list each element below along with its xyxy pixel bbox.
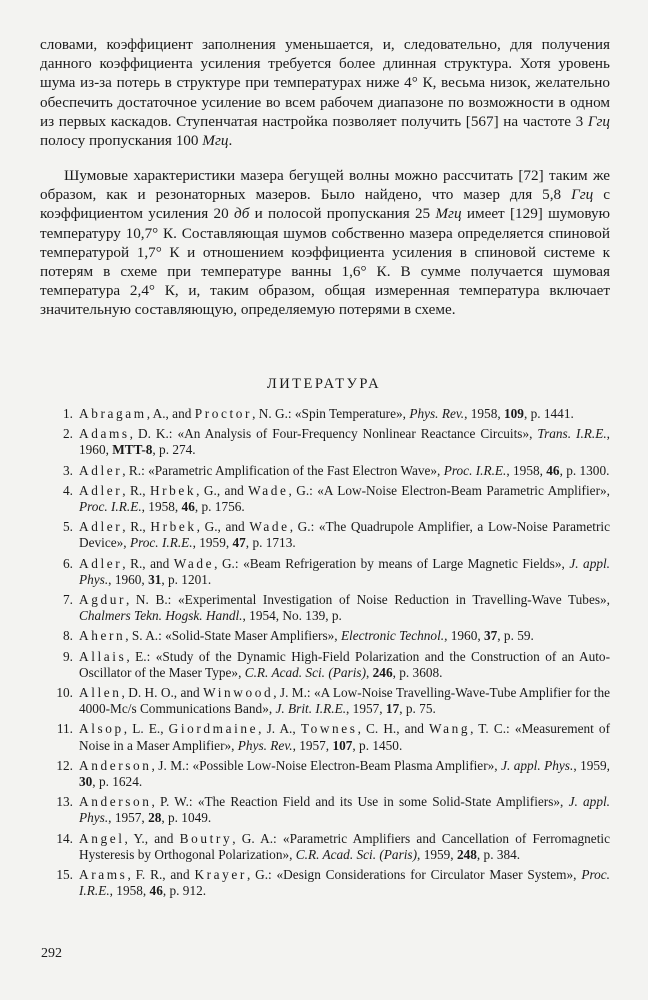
author-name: Arams xyxy=(79,867,128,883)
italic-text: Proc. I.R.E. xyxy=(79,867,611,899)
text-run: , Y., and xyxy=(124,830,180,846)
text-run: , 1959, xyxy=(417,846,457,862)
author-name: Wade xyxy=(173,555,215,571)
author-name: Hrbek xyxy=(150,519,197,535)
reference-item xyxy=(40,685,610,717)
text-run: , p. 274. xyxy=(152,442,196,458)
author-name: Adler xyxy=(79,462,123,478)
author-name: Winwood xyxy=(203,685,274,701)
reference-item xyxy=(40,592,610,624)
body-paragraph-1 xyxy=(40,35,610,150)
text-run: , p. 75. xyxy=(399,701,436,717)
author-name: Wade xyxy=(248,482,289,498)
reference-number: 7. xyxy=(63,592,73,608)
italic-text: Phys. Rev. xyxy=(237,737,293,753)
text-run: , D. K.: «An Analysis of Four-Frequency Nonlinear Reactance Circuits», xyxy=(129,426,538,442)
text-run: , 1958, xyxy=(506,462,547,478)
text-run: с коэффициентом усиления 20 xyxy=(40,186,610,223)
bold-text: 28 xyxy=(148,810,162,826)
author-name: Anderson xyxy=(79,794,152,810)
text-run: , L. E., xyxy=(123,721,169,737)
reference-number: 11. xyxy=(56,721,73,737)
italic-text: дб xyxy=(234,205,250,223)
reference-number: 12. xyxy=(56,757,73,773)
text-run: , N. B.: «Experimental Investigation of Noise Reduction in Travelling-Wave Tubes», xyxy=(125,592,610,608)
bold-text: MTT-8 xyxy=(112,442,153,458)
text-run: , T. C.: «Measurement of Noise in a Maser Amplifier», xyxy=(79,721,611,753)
author-name: Adams xyxy=(79,426,130,442)
author-name: Adler xyxy=(79,555,123,571)
author-name: Abragam xyxy=(79,406,147,421)
reference-number: 8. xyxy=(63,628,73,644)
text-run: , 1958, xyxy=(109,883,150,899)
reference-item xyxy=(40,721,610,753)
text-run: , G., and xyxy=(196,482,249,498)
reference-item xyxy=(40,519,610,551)
text-run: , R.: «Parametric Amplification of the Fast Electron Wave», xyxy=(122,462,444,478)
italic-text: C.R. Acad. Sci. (Paris) xyxy=(295,846,418,862)
text-run: , p. 59. xyxy=(497,628,534,644)
text-run: , P. W.: «The Reaction Field and its Use in some Solid-State Amplifiers», xyxy=(151,794,569,810)
reference-number: 14. xyxy=(56,830,73,846)
reference-number: 3. xyxy=(63,462,73,478)
italic-text: C.R. Acad. Sci. (Paris) xyxy=(244,664,366,680)
text-run: , E.: «Study of the Dynamic High-Field Polarization and the Construction of an Auto-Oscillator of the Maser Type», xyxy=(79,648,610,680)
text-run: , 1954, No. 139, p. xyxy=(242,608,342,624)
author-name: Ahern xyxy=(79,628,126,644)
text-run: словами, коэффициент заполнения уменьшается, и, следовательно, для получения данного коэффициента усиления требуется более длинная структура. Хотя уровень шума из-за потерь в структуре при температурах ниже 4° К, весьма низок, желательно обеспечить достаточное усиление во всем рабочем диапазоне по возможности в одном из первых каскадов. Ступенчатая настройка позволяет получить [567] на частоте 3 xyxy=(40,36,610,130)
italic-text: Chalmers Tekn. Hogsk. Handl. xyxy=(79,608,243,624)
text-run: , 1959, xyxy=(573,757,610,773)
italic-text: J. appl. Phys. xyxy=(501,757,574,773)
bold-text: 17 xyxy=(385,701,400,717)
text-run: , p. 1713. xyxy=(245,535,296,551)
bold-text: 107 xyxy=(332,737,353,753)
text-run: , p. 1756. xyxy=(194,499,245,515)
bold-text: 46 xyxy=(181,499,195,515)
text-run: , p. 1441. xyxy=(523,406,574,421)
bold-text: 46 xyxy=(149,883,163,899)
text-run: имеет [129] шумовую температуру 10,7° К. Составляющая шумов собственно мазера определяется спиновой температурой 1,7° К и отношением коэффициента усиления в спиновой системе к потерям в схеме при температуре ванны 1,6° К. В сумме получается шумовая температура 2,4° К, и, таким образом, общая измеренная температура включает значительную составляющую, определяемую потерями в схеме. xyxy=(40,205,610,319)
bold-text: 46 xyxy=(546,462,560,478)
text-run: , xyxy=(366,664,373,680)
italic-text: Ггц xyxy=(571,186,594,204)
reference-item xyxy=(40,794,610,826)
author-name: Proctor xyxy=(194,406,253,421)
text-run: , G.: «A Low-Noise Electron-Beam Parametric Amplifier», xyxy=(288,482,610,498)
reference-item xyxy=(40,556,610,588)
bold-text: 246 xyxy=(372,664,393,680)
text-run: , G. A.: «Parametric Amplifiers and Cancellation of Ferromagnetic Hysteresis by Orthogonal Polarization», xyxy=(79,830,611,862)
reference-item xyxy=(40,426,610,458)
text-run: , p. 1450. xyxy=(352,737,403,753)
author-name: Wade xyxy=(249,519,290,535)
author-name: Wang xyxy=(428,721,471,737)
text-run: , G.: «Design Considerations for Circulator Maser System», xyxy=(246,867,582,883)
reference-item xyxy=(40,867,610,899)
italic-text: Trans. I.R.E. xyxy=(537,426,607,442)
bold-text: 37 xyxy=(483,628,498,644)
reference-number: 9. xyxy=(63,648,73,664)
text-run: , p. 1201. xyxy=(161,571,212,587)
italic-text: J. appl. Phys. xyxy=(79,794,610,826)
page-number: 292 xyxy=(41,946,62,961)
references-list xyxy=(40,406,610,903)
italic-text: J. Brit. I.R.E. xyxy=(275,701,347,717)
italic-text: Мгц xyxy=(202,132,229,150)
text-run: , F. R., and xyxy=(127,867,195,883)
text-run: , p. 384. xyxy=(476,846,521,862)
references-heading: ЛИТЕРАТУРА xyxy=(266,376,382,392)
reference-number: 13. xyxy=(56,794,73,810)
bold-text: 30 xyxy=(79,774,93,790)
text-run: и полосой пропускания 25 xyxy=(249,205,436,223)
italic-text: Electronic Technol. xyxy=(340,628,445,644)
body-paragraph-2 xyxy=(40,166,610,320)
bold-text: 31 xyxy=(148,571,162,587)
italic-text: Proc. I.R.E. xyxy=(443,462,507,478)
text-run: , 1960, xyxy=(444,628,484,644)
reference-number: 1. xyxy=(63,406,73,421)
text-run: , 1957, xyxy=(346,701,386,717)
text-run: , R., xyxy=(122,519,151,535)
text-run: . xyxy=(228,132,233,150)
text-run: , p. 1049. xyxy=(161,810,212,826)
author-name: Agdur xyxy=(79,592,126,608)
italic-text: Phys. Rev. xyxy=(409,406,465,421)
reference-number: 5. xyxy=(63,519,73,535)
text-run: , 1960, xyxy=(108,571,149,587)
reference-item xyxy=(40,831,610,863)
text-run: , 1959, xyxy=(192,535,233,551)
text-run: , p. 1624. xyxy=(92,774,143,790)
reference-item xyxy=(40,483,610,515)
author-name: Krayer xyxy=(194,867,247,883)
text-run: , R., and xyxy=(122,555,174,571)
reference-item xyxy=(40,758,610,790)
bold-text: 109 xyxy=(503,406,524,421)
text-run: , p. 1300. xyxy=(559,462,610,478)
text-run: , 1958, xyxy=(464,406,504,421)
author-name: Hrbek xyxy=(149,482,197,498)
text-run: , G., and xyxy=(196,519,250,535)
text-run: , S. A.: «Solid-State Maser Amplifiers», xyxy=(125,628,341,644)
reference-item xyxy=(40,463,610,479)
text-run: , p. 3608. xyxy=(392,664,443,680)
italic-text: Ггц xyxy=(587,112,610,130)
text-run: , J. M.: «Possible Low-Noise Electron-Beam Plasma Amplifier», xyxy=(151,757,502,773)
text-run: полосу пропускания 100 xyxy=(40,132,203,150)
author-name: Adler xyxy=(79,482,123,498)
text-run: , R., xyxy=(122,482,150,498)
reference-item xyxy=(40,628,610,644)
bold-text: 47 xyxy=(232,535,246,551)
text-run: Шумовые характеристики мазера бегущей волны можно рассчитать [72] таким же образом, как и резонаторных мазеров. Было найдено, что мазер для 5,8 xyxy=(40,167,610,204)
author-name: Adler xyxy=(79,519,123,535)
italic-text: J. appl. Phys. xyxy=(79,555,611,587)
reference-number: 2. xyxy=(63,426,73,442)
bold-text: 248 xyxy=(456,846,477,862)
text-run: , J. A., xyxy=(258,721,301,737)
author-name: Allen xyxy=(79,685,122,701)
text-run: , G.: «The Quadrupole Amplifier, a Low-Noise Parametric Device», xyxy=(79,519,610,551)
text-run: , G.: «Beam Refrigeration by means of Large Magnetic Fields», xyxy=(214,555,570,571)
author-name: Giordmaine xyxy=(168,721,259,737)
author-name: Townes xyxy=(300,721,358,737)
reference-number: 10. xyxy=(56,685,73,701)
reference-number: 15. xyxy=(56,867,73,883)
author-name: Allais xyxy=(79,648,127,664)
text-run: , D. H. O., and xyxy=(121,685,204,701)
italic-text: Proc. I.R.E. xyxy=(129,535,193,551)
reference-number: 4. xyxy=(63,482,73,498)
italic-text: Мгц xyxy=(435,205,462,223)
text-run: , 1957, xyxy=(108,810,149,826)
reference-number: 6. xyxy=(63,555,73,571)
text-run: , J. M.: «A Low-Noise Travelling-Wave-Tube Amplifier for the 4000-Mc/s Communications Band», xyxy=(79,685,610,717)
text-run: , 1958, xyxy=(141,499,182,515)
reference-item xyxy=(40,406,610,422)
italic-text: Proc. I.R.E. xyxy=(79,499,142,515)
text-run: , N. G.: «Spin Temperature», xyxy=(252,406,410,421)
text-run: , 1960, xyxy=(79,426,610,458)
text-run: , p. 912. xyxy=(162,883,207,899)
author-name: Boutry xyxy=(179,830,233,846)
author-name: Alsop xyxy=(79,721,124,737)
text-run: , A., and xyxy=(146,406,195,421)
text-run: , C. H., and xyxy=(357,721,429,737)
author-name: Anderson xyxy=(79,757,152,773)
author-name: Angel xyxy=(79,830,125,846)
text-run: , 1957, xyxy=(292,737,333,753)
reference-item xyxy=(40,649,610,681)
